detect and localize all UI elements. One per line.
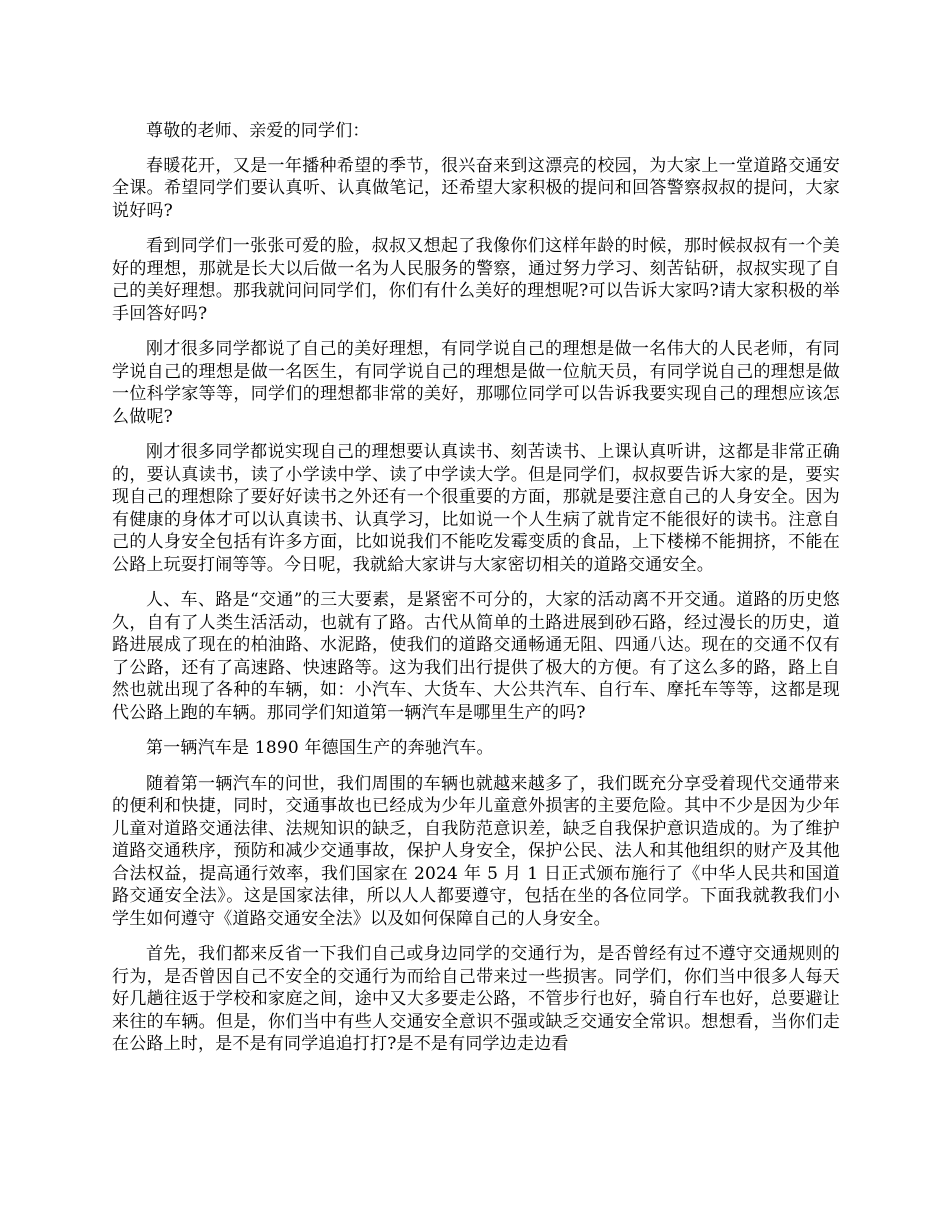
paragraph-traffic-elements: 人、车、路是“交通”的三大要素，是紧密不可分的，大家的活动离不开交通。道路的历史悠久，自有了人类生活活动，也就有了路。古代从简单的土路进展到砂石路，经过漫长的历史，道路进展成了现在的柏油路、水泥路，使我们的道路交通畅通无阻、四通八达。现在的交通不仅有了公路，还有了高速路、快速路等。这为我们出行提供了极大的方便。有了这么多的路，路上自然也就出现了各种的车辆，如：小汽车、大货车、大公共汽车、自行车、摩托车等等，这都是现代公路上跑的车辆。那同学们知道第一辆汽车是哪里生产的吗? (112, 590, 840, 723)
paragraph-first-car: 第一辆汽车是 1890 年德国生产的奔驰汽车。 (146, 738, 494, 758)
paragraph-intro: 春暖花开，又是一年播种希望的季节，很兴奋来到这漂亮的校园，为大家上一堂道路交通安全课。希望同学们要认真听、认真做笔记，还希望大家积极的提问和回答警察叔叔的提问，大家说好吗? (112, 155, 840, 221)
paragraph-study-safety: 刚才很多同学都说实现自己的理想要认真读书、刻苦读书、上课认真听讲，这都是非常正确的，要认真读书，读了小学读中学、读了中学读大学。但是同学们，叔叔要告诉大家的是，要实现自己的理想除了要好好读书之外还有一个很重要的方面，那就是要注意自己的人身安全。因为有健康的身体才可以认真读书、认真学习，比如说一个人生病了就肯定不能很好的读书。注意自己的人身安全包括有许多方面，比如说我们不能吃发霉变质的食品，上下楼梯不能拥挤，不能在公路上玩耍打闹等等。今日呢，我就給大家讲与大家密切相关的道路交通安全。 (112, 442, 840, 575)
paragraph-reflection: 首先，我们都来反省一下我们自己或身边同学的交通行为，是否曾经有过不遵守交通规则的行为，是否曾因自己不安全的交通行为而给自己带来过一些损害。同学们，你们当中很多人每天好几趟往返于学校和家庭之间，途中又大多要走公路，不管步行也好，骑自行车也好，总要避让来往的车辆。但是，你们当中有些人交通安全意识不强或缺乏交通安全常识。想想看，当你们走在公路上时，是不是有同学追追打打?是不是有同学边走边看 (112, 944, 840, 1054)
paragraph-student-dreams: 刚才很多同学都说了自己的美好理想，有同学说自己的理想是做一名伟大的人民老师，有同学说自己的理想是做一名医生，有同学说自己的理想是做一位航天员，有同学说自己的理想是做一位科学家等等，同学们的理想都非常的美好，那哪位同学可以告诉我要实现自己的理想应该怎么做呢? (112, 339, 840, 427)
paragraph-dream: 看到同学们一张张可爱的脸，叔叔又想起了我像你们这样年龄的时候，那时候叔叔有一个美好的理想，那就是长大以后做一名为人民服务的警察，通过努力学习、刻苦钻研，叔叔实现了自己的美好理想。那我就问问同学们，你们有什么美好的理想呢?可以告诉大家吗?请大家积极的举手回答好吗? (112, 236, 840, 324)
document-body (112, 120, 840, 1069)
paragraph-traffic-law: 随着第一辆汽车的问世，我们周围的车辆也就越来越多了，我们既充分享受着现代交通带来的便利和快捷，同时，交通事故也已经成为少年儿童意外损害的主要危险。其中不少是因为少年儿童对道路交通法律、法规知识的缺乏，自我防范意识差，缺乏自我保护意识造成的。为了维护道路交通秩序，预防和减少交通事故，保护人身安全，保护公民、法人和其他组织的财产及其他合法权益，提高通行效率，我们国家在 2024 年 5 月 1 日正式颁布施行了《中华人民共和国道路交通安全法》。这是国家法律，所以人人都要遵守，包括在坐的各位同学。下面我就教我们小学生如何遵守《道路交通安全法》以及如何保障自己的人身安全。 (112, 773, 840, 929)
greeting-paragraph: 尊敬的老师、亲爱的同学们： (146, 121, 370, 141)
